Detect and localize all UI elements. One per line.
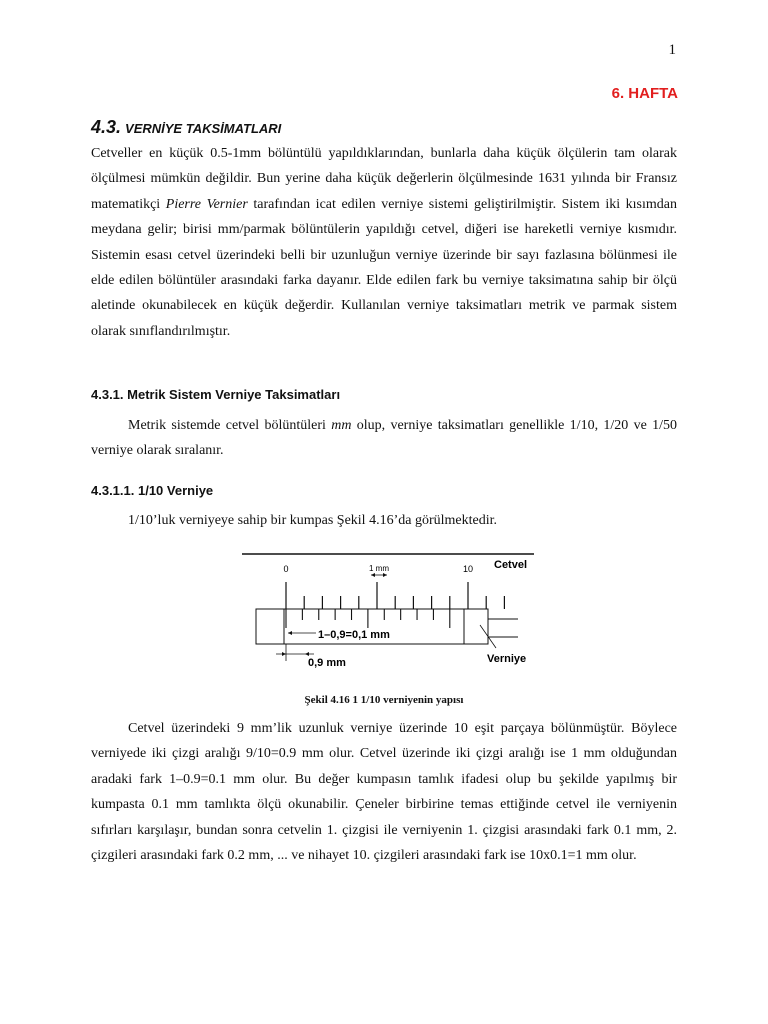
vernier-figure bbox=[236, 548, 536, 678]
metric-paragraph bbox=[91, 413, 677, 464]
inventor-name: Pierre Vernier bbox=[165, 196, 248, 212]
label-cetvel: Cetvel bbox=[494, 559, 528, 571]
unit-mm: mm bbox=[331, 418, 352, 433]
explanation-paragraph: Cetvel üzerindeki 9 mm’lik uzunluk verniye üzerinde 10 eşit parçaya bölünmüştür. Böylece verniyede iki çizgi aralığı 9/10=0.9 mm olur. Cetvel üzerinde iki çizgi aralığı ise 1 mm olduğundan aradaki fark 1–0.9=0.1 mm olur. Bu değer kumpasın tamlık ifadesi olup bu şekilde yapılmış bir kumpasta 0.1 mm tamlıkta ölçü okunabilir. Çeneler birbirine temas ettiğinde cetvel ile verniyenin sıfırları karşılaşır, bundan sonra cetvelin 1. çizgisi ile verniyenin 1. çizgisi arasındaki fark 0.1 mm, 2. çizgileri arasındaki fark 0.2 mm, ... ve nihayet 10. çizgileri arasındaki fark ise 10x0.1=1 mm olur. bbox=[91, 721, 677, 864]
page-number: 1 bbox=[668, 42, 676, 58]
section-number: 4.3. bbox=[91, 117, 122, 137]
section-title bbox=[91, 117, 281, 138]
vernier-ticks bbox=[286, 609, 450, 628]
ruler-ticks bbox=[286, 582, 504, 609]
week-title: 6. HAFTA bbox=[611, 85, 678, 102]
subsection-title: 4.3.1. Metrik Sistem Verniye Taksimatları bbox=[91, 387, 341, 402]
figure-intro-line: 1/10’luk verniyeye sahip bir kumpas Şekil 4.16’da görülmektedir. bbox=[128, 513, 497, 528]
intro-text-1: Cetveller en küçük 0.5-1mm bölüntülü yapıldıklarından, bunlarla daha küçük ölçülerin tam olarak ölçülmesi mümkün değildir. Bun yerine daha küçük değerlerin ölçülmesinde 1631 yılında bir Fransız matematikçi bbox=[91, 146, 677, 212]
label-1mm: 1 mm bbox=[369, 564, 389, 573]
label-difference: 1–0,9=0,1 mm bbox=[318, 629, 390, 641]
metric-text-2: olup, verniye taksimatları genellikle 1/10, 1/20 ve 1/50 verniye olarak sıralanır. bbox=[91, 418, 678, 459]
label-ten: 10 bbox=[462, 564, 474, 574]
section-title-text: VERNİYE TAKSİMATLARI bbox=[125, 121, 282, 136]
intro-paragraph bbox=[91, 141, 677, 344]
subsubsection-title: 4.3.1.1. 1/10 Verniye bbox=[91, 483, 214, 498]
label-0-9mm: 0,9 mm bbox=[308, 657, 346, 669]
metric-text-1: Metrik sistemde cetvel bölüntüleri bbox=[128, 418, 332, 433]
figure-caption: Şekil 4.16 1 1/10 verniyenin yapısı bbox=[304, 694, 464, 706]
label-verniye: Verniye bbox=[487, 653, 527, 665]
vernier-diagram bbox=[236, 548, 536, 678]
label-zero: 0 bbox=[283, 564, 289, 574]
intro-text-2: tarafından icat edilen verniye sistemi geliştirilmiştir. Sistem iki kısımdan meydana gelir; birisi mm/parmak bölüntülerin yapıldığı cetvel, diğeri ise hareketli verniye kısmıdır. Sistemin esası cetvel üzerindeki belli bir uzunluğun verniye üzerinde bir sayı fazlasına bölünmesi ile elde edilen bölüntüler arasındaki farka dayanır. Elde edilen fark bu verniye taksimatına sahip bir ölçü aletinde okunabilecek en küçük değerdir. Kullanılan verniye taksimatları metrik ve parmak sistem olarak sınıflandırılmıştır. bbox=[91, 196, 677, 339]
